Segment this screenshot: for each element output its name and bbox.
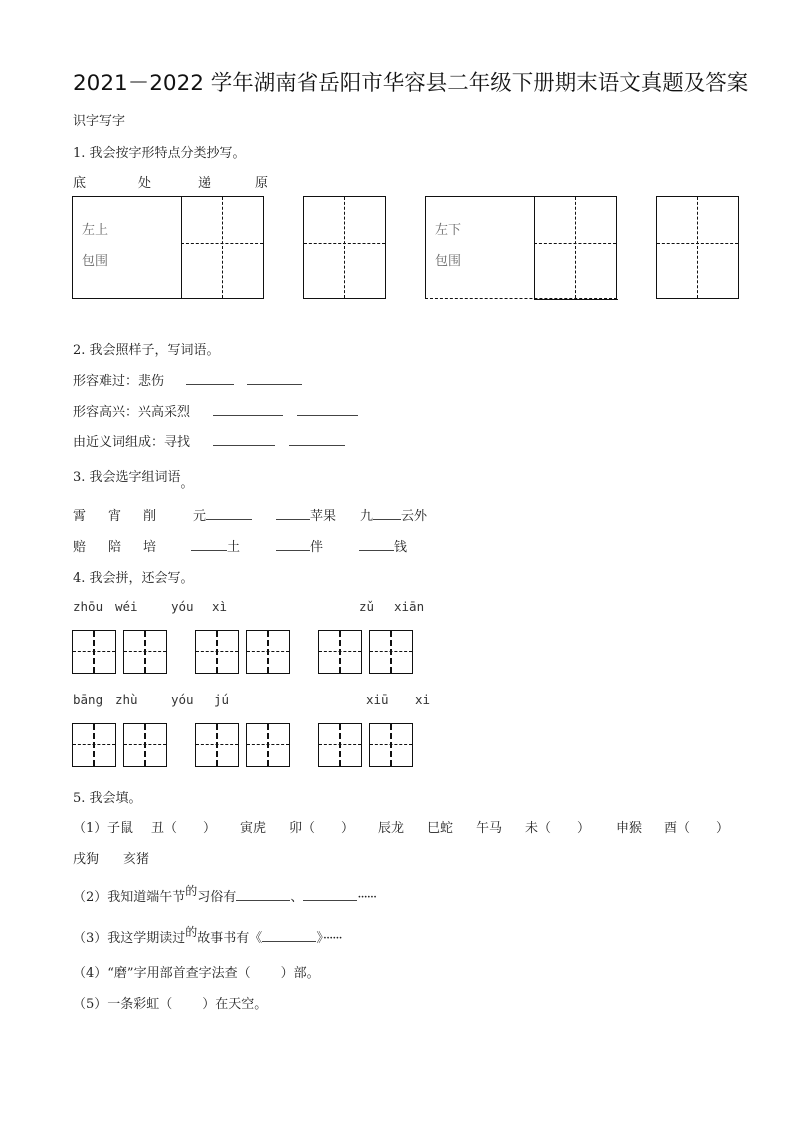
q2-row-2 [73, 401, 190, 420]
answer-blank[interactable] [289, 431, 345, 446]
answer-blank[interactable] [297, 401, 358, 416]
q3-prompt [73, 466, 194, 491]
q5-p4-text-a: （4）“磨”字用部首查字法查（ [73, 966, 251, 981]
tian-grid-box[interactable] [246, 723, 290, 767]
q3-item [191, 536, 240, 555]
answer-blank[interactable] [191, 536, 227, 551]
box-bottom-solid [534, 299, 618, 300]
tian-grid-box[interactable] [318, 630, 362, 674]
grid-guide-horizontal [181, 243, 263, 244]
q4-prompt: 4. 我会拼，还会写。 [73, 571, 194, 586]
q3-choice-char: 培 [143, 540, 157, 555]
q3-item [276, 505, 336, 524]
q5-p2-prefix: （2）我知道端午节 [73, 890, 186, 905]
zodiac-blank-item[interactable]: 卯（ ） [289, 821, 355, 836]
q3-item-pre: 元 [193, 509, 207, 524]
zodiac-item: 申猴 [616, 821, 643, 836]
zodiac-item: 亥猪 [123, 852, 150, 867]
q2-prompt: 2. 我会照样子，写词语。 [73, 343, 220, 358]
q3-choice-char: 霄 [73, 509, 87, 524]
q5-p5 [73, 993, 267, 1012]
pinyin: xì [212, 599, 228, 614]
answer-blank[interactable] [276, 505, 310, 520]
tian-grid-box[interactable] [123, 723, 167, 767]
grid-guide-vertical [222, 197, 223, 298]
q5-p5-text-b: ）在天空。 [202, 997, 268, 1012]
q3-item-post: 苹果 [310, 509, 337, 524]
q1-char-4: 原 [255, 176, 269, 191]
answer-blank[interactable] [213, 431, 275, 446]
zodiac-blank-item[interactable]: 酉（ ） [664, 821, 730, 836]
q5-p4 [73, 962, 320, 981]
answer-box-4[interactable] [656, 196, 739, 299]
ellipsis: ······ [357, 890, 377, 905]
tian-grid-box[interactable] [72, 723, 116, 767]
pinyin: yóu [171, 692, 194, 707]
q3-item-pre: 九 [360, 509, 374, 524]
q5-p2 [73, 886, 376, 905]
zodiac-blank-item[interactable]: 未（ ） [525, 821, 591, 836]
pinyin: zhù [115, 692, 138, 707]
tian-grid-box[interactable] [72, 630, 116, 674]
box-label-line2: 包围 [82, 254, 109, 269]
pinyin: zǔ [359, 599, 375, 614]
answer-blank[interactable] [359, 536, 394, 551]
answer-box-upper-left-enclosure[interactable] [72, 196, 264, 299]
q1-char-2: 处 [138, 176, 152, 191]
q3-item [193, 505, 252, 524]
grid-guide-horizontal [657, 243, 738, 244]
q5-p3 [73, 927, 342, 946]
q5-p3-prefix: （3）我这学期读过 [73, 931, 186, 946]
q5-p2-separator: 、 [290, 890, 304, 905]
q3-item-post: 云外 [401, 509, 428, 524]
q2-row-label: 由近义词组成：寻找 [73, 435, 191, 450]
q2-row-label: 形容难过：悲伤 [73, 374, 165, 389]
q2-row-1 [73, 370, 164, 389]
tian-grid-box[interactable] [369, 723, 413, 767]
tian-grid-box[interactable] [195, 630, 239, 674]
q3-choice-char: 陪 [108, 540, 122, 555]
answer-blank[interactable] [247, 370, 302, 385]
q5-p3-close-bracket: 》 [316, 931, 323, 946]
q1-char-1: 底 [73, 176, 87, 191]
q1-prompt: 1. 我会按字形特点分类抄写。 [73, 146, 246, 161]
zodiac-blank-item[interactable]: 丑（ ） [151, 821, 217, 836]
answer-blank[interactable] [373, 505, 401, 520]
q5-p1-prefix: （1） [73, 821, 108, 836]
zodiac-item: 辰龙 [378, 821, 405, 836]
zodiac-item: 子鼠 [107, 821, 134, 836]
q3-prompt-period: 。 [180, 476, 194, 491]
zodiac-item: 寅虎 [240, 821, 267, 836]
q3-prompt-text: 3. 我会选字组词语 [73, 470, 181, 485]
answer-blank[interactable] [276, 536, 310, 551]
q5-p2-superscript: 的 [185, 884, 198, 898]
answer-blank[interactable] [236, 886, 290, 901]
pinyin: wéi [115, 599, 138, 614]
q3-item-post: 伴 [310, 540, 324, 555]
tian-grid-box[interactable] [195, 723, 239, 767]
answer-blank[interactable] [262, 927, 316, 942]
q2-row-3 [73, 431, 190, 450]
q5-p3-superscript: 的 [185, 925, 198, 939]
tian-grid-box[interactable] [318, 723, 362, 767]
q3-item-post: 钱 [394, 540, 408, 555]
answer-box-lower-left-enclosure[interactable] [425, 196, 617, 299]
box-divider [534, 197, 535, 300]
q5-p4-text-b: ）部。 [280, 966, 320, 981]
box-divider [181, 197, 182, 298]
q5-p5-text-a: （5）一条彩虹（ [73, 997, 173, 1012]
answer-box-2[interactable] [303, 196, 386, 299]
q5-p3-mid: 故事书有《 [197, 931, 263, 946]
q2-row-label: 形容高兴：兴高采烈 [73, 405, 191, 420]
document-title: 2021－2022 学年湖南省岳阳市华容县二年级下册期末语文真题及答案 [73, 71, 749, 96]
section-heading: 识字写字 [73, 114, 126, 129]
pinyin: zhōu [73, 599, 104, 614]
q3-item [276, 536, 323, 555]
box-label-line1: 左下 [435, 223, 462, 238]
pinyin: jú [214, 692, 230, 707]
pinyin: xiū [366, 692, 389, 707]
q3-choice-char: 赔 [73, 540, 87, 555]
zodiac-item: 巳蛇 [427, 821, 454, 836]
grid-guide-vertical [344, 197, 345, 298]
q3-item [359, 536, 407, 555]
pinyin: xi [415, 692, 431, 707]
q5-p2-mid: 习俗有 [197, 890, 237, 905]
q3-choice-char: 宵 [108, 509, 122, 524]
grid-guide-horizontal [534, 243, 616, 244]
tian-grid-box[interactable] [246, 630, 290, 674]
pinyin: yóu [171, 599, 194, 614]
answer-blank[interactable] [186, 370, 234, 385]
box-label-line1: 左上 [82, 223, 109, 238]
answer-blank[interactable] [206, 505, 252, 520]
tian-grid-box[interactable] [123, 630, 167, 674]
grid-guide-vertical [575, 197, 576, 298]
tian-grid-box[interactable] [369, 630, 413, 674]
q3-choice-char: 削 [143, 509, 157, 524]
zodiac-item: 午马 [476, 821, 503, 836]
pinyin: xiān [394, 599, 425, 614]
answer-blank[interactable] [303, 886, 357, 901]
box-label-line2: 包围 [435, 254, 462, 269]
q3-item-post: 土 [227, 540, 241, 555]
zodiac-item: 戌狗 [73, 852, 100, 867]
ellipsis: ······ [322, 931, 342, 946]
grid-guide-vertical [697, 197, 698, 298]
grid-guide-horizontal [304, 243, 385, 244]
q3-item [360, 505, 427, 524]
answer-blank[interactable] [213, 401, 283, 416]
pinyin: bāng [73, 692, 104, 707]
q5-prompt: 5. 我会填。 [73, 791, 142, 806]
q1-char-3: 递 [198, 176, 212, 191]
